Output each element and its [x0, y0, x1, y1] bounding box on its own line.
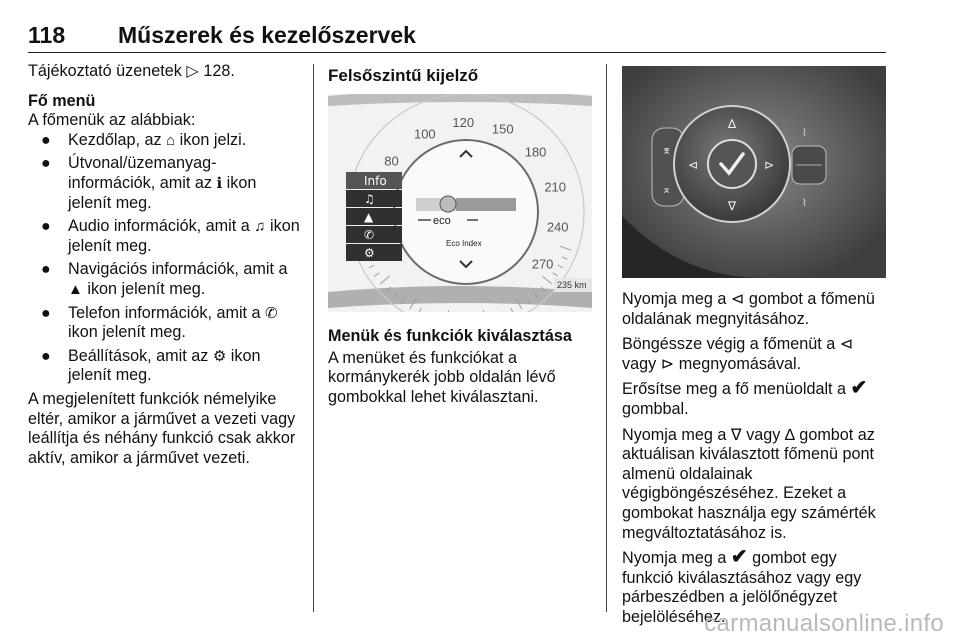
voice-icon: ⌇ — [802, 128, 807, 139]
xref-arrow-icon: ▷ — [186, 62, 199, 80]
volume-up-icon: ⌆ — [662, 144, 672, 157]
steering-wheel-controls-figure — [622, 66, 886, 278]
main-menu-item: ● Audio információk, amit a ♫ ikon jelenít meg. — [41, 217, 300, 255]
speed-label: 180 — [524, 144, 547, 160]
cross-reference[interactable]: Tájékoztató üzenetek ▷ 128. — [28, 62, 235, 80]
left-button-icon: ⊲ — [730, 290, 745, 308]
bullet-marker: ● — [41, 304, 51, 322]
main-menu-item: ● Navigációs információk, amit a ▲ ikon jelenít meg. — [41, 260, 288, 298]
instruction-confirm-menu: Erősítse meg a fő menüoldalt a ✔ gombbal. — [622, 377, 868, 418]
instruction-browse-submenu: Nyomja meg a ∇ vagy ∆ gombot az aktuálisan kiválasztott főmenü pont almenü oldalainak végigböngészéséhez. Ezeket a gombokat használja egy számérték megváltoztatásához is. — [622, 425, 876, 542]
speed-label: 80 — [384, 153, 399, 169]
bullet-marker: ● — [41, 218, 51, 236]
column-divider-2 — [606, 64, 607, 612]
speed-label: 150 — [491, 121, 514, 137]
menu-info-item: Info — [364, 174, 387, 188]
instruction-open-menu: Nyomja meg a ⊲ gombot a főmenü oldalának megnyitásához. — [622, 290, 875, 328]
main-menu-item: ● Beállítások, amit az ⚙ ikon jelenít meg. — [41, 346, 261, 385]
navigation-icon: ▲ — [364, 210, 374, 224]
caption-heading: Menük és funkciók kiválasztása — [328, 327, 572, 345]
instruction-browse-menu: Böngéssze végig a főmenüt a ⊲ vagy ⊳ megnyomásával. — [622, 335, 854, 373]
caption-text: A menüket és funkciókat a kormánykerék jobb oldalán lévő gombokkal lehet kiválasztani. — [328, 348, 556, 406]
settings-icon: ⚙ — [364, 246, 375, 260]
center-display — [394, 140, 538, 284]
phone-icon: ✆ — [364, 228, 375, 242]
right-arrow-icon[interactable]: ⊳ — [764, 158, 775, 172]
eco-index-label: Eco Index — [446, 239, 482, 248]
left-button-icon: ⊲ — [839, 335, 854, 354]
display-heading: Felsőszintű kijelző — [328, 66, 479, 85]
right-button-icon: ⊳ — [660, 354, 675, 373]
bullet-marker: ● — [41, 347, 51, 365]
column-divider-1 — [313, 64, 314, 612]
menu-category-icon: ℹ — [216, 174, 223, 192]
speed-label: 120 — [452, 115, 475, 131]
instruction-select-function: Nyomja meg a ✔ gombot egy funkció kiválasztásához vagy egy párbeszédben a jelölőnégyzet bejelöléséhez. — [622, 546, 862, 626]
main-menu-intro: A főmenük az alábbiak: — [28, 111, 196, 130]
speed-label: 100 — [413, 126, 436, 142]
menu-category-icon: ♫ — [254, 218, 266, 236]
page-header — [28, 18, 886, 53]
closing-paragraph: A megjelenített funkciók némelyike eltér, amikor a járművet a vezeti vagy leállítja és néhány funkció csak akkor aktív, amikor a járművet vezeti. — [28, 389, 296, 467]
eco-indicator — [440, 196, 456, 212]
phone-icon: ⌇ — [802, 198, 807, 209]
check-button-icon: ✔ — [730, 546, 748, 569]
check-button-icon: ✔ — [850, 377, 868, 400]
eco-label: eco — [433, 215, 451, 227]
left-arrow-icon[interactable]: ⊲ — [688, 158, 699, 172]
menu-category-icon: ▲ — [68, 280, 83, 298]
figure-caption — [328, 327, 594, 407]
menu-category-icon: ⌂ — [166, 131, 176, 149]
page-number: 118 — [28, 22, 66, 48]
down-button-icon: ∇ — [730, 425, 742, 444]
confirm-button[interactable] — [708, 140, 756, 188]
column-3 — [622, 290, 892, 634]
section-title: Műszerek és kezelőszervek — [118, 22, 416, 48]
volume-down-icon: ⌅ — [662, 183, 672, 196]
bullet-marker: ● — [41, 131, 51, 149]
audio-icon: ♫ — [364, 192, 375, 206]
column-1 — [28, 62, 303, 474]
menu-category-icon: ⚙ — [212, 347, 227, 365]
down-arrow-icon[interactable]: ∇ — [728, 199, 737, 213]
menu-category-icon: ✆ — [265, 304, 278, 322]
bullet-marker: ● — [41, 261, 51, 279]
watermark[interactable]: carmanualsonline.info — [704, 610, 944, 637]
main-menu-list — [28, 131, 303, 386]
display-menu-panel — [346, 172, 402, 261]
speed-label: 240 — [546, 219, 569, 235]
speed-label: 270 — [531, 256, 554, 272]
speed-label: 210 — [544, 179, 567, 195]
up-button-icon: ∆ — [784, 425, 795, 444]
main-menu-item: ● Kezdőlap, az ⌂ ikon jelzi. — [41, 130, 247, 149]
odometer-value: 235 km — [557, 280, 587, 290]
main-menu-heading: Fő menü — [28, 91, 96, 110]
up-arrow-icon[interactable]: ∆ — [728, 117, 737, 131]
main-menu-item: ● Útvonal/üzemanyag-információk, amit az ℹ ikon jelenít meg. — [41, 154, 257, 212]
menu-panel-row — [346, 208, 402, 225]
bullet-marker: ● — [41, 155, 51, 173]
upper-display-figure — [328, 94, 592, 312]
main-menu-item: ● Telefon információk, amit a ✆ ikon jelenít meg. — [41, 303, 278, 342]
